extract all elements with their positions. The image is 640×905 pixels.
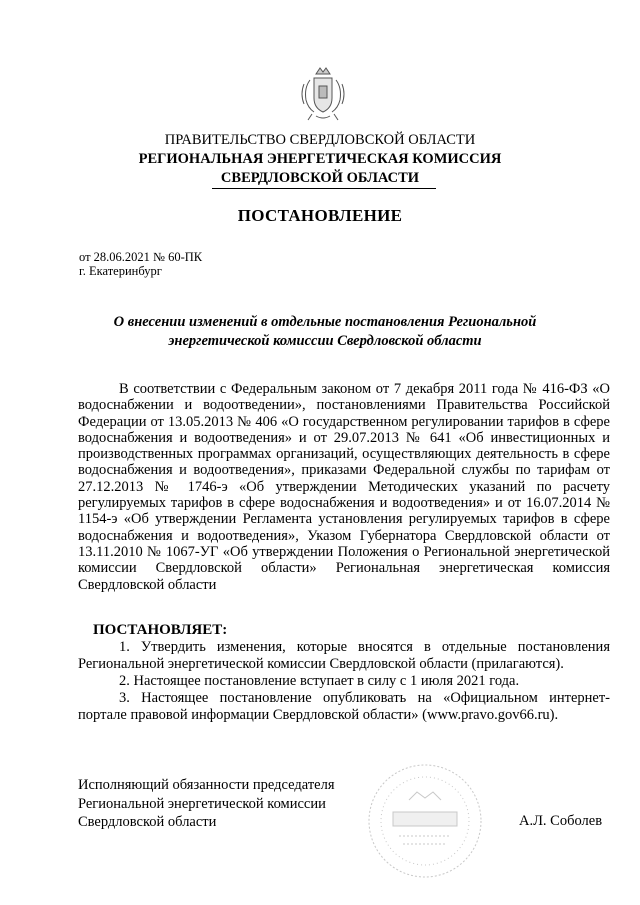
- electronic-signature-stamp: [365, 762, 485, 880]
- header-divider: [212, 188, 436, 189]
- signatory-position-line2: Региональной энергетической комиссии: [78, 795, 326, 812]
- decree-item-2: 2. Настоящее постановление вступает в силу с 1 июля 2021 года.: [119, 673, 520, 689]
- signatory-position-line1: Исполняющий обязанности председателя: [78, 777, 335, 793]
- header-government: ПРАВИТЕЛЬСТВО СВЕРДЛОВСКОЙ ОБЛАСТИ: [164, 132, 476, 148]
- document-type-title: ПОСТАНОВЛЕНИЕ: [237, 206, 403, 225]
- signature-block: [78, 776, 335, 832]
- date-number: от 28.06.2021 № 60-ПК: [79, 250, 203, 264]
- document-subject: О внесении изменений в отдельные постановления Региональной энергетической комиссии Свердловской области: [113, 314, 537, 349]
- decree-item-3: 3. Настоящее постановление опубликовать на «Официальном интернет-портале правовой информации Свердловской области» (www.pravo.gov66.ru).: [78, 690, 610, 723]
- decree-keyword: ПОСТАНОВЛЯЕТ:: [93, 622, 228, 638]
- signatory-position-line3: Свердловской области: [78, 814, 217, 830]
- preamble-paragraph: В соответствии с Федеральным законом от 7 декабря 2011 года № 416-ФЗ «О водоснабжении и водоотведении», постановлениями Правительства Российской Федерации от 13.05.2013 № 406 «О государственном регулировании тарифов в сфере водоснабжения и водоотведения» и от 29.07.2013 № 641 «Об инвестиционных и производственных программах организаций, осуществляющих деятельность в сфере водоснабжения и водоотведения», приказами Федеральной службы по тарифам от 27.12.2013 № 1746-э «Об утверждении Методических указаний по расчету регулируемых тарифов в сфере водоснабжения и водоотведения» и от 16.07.2014 № 1154-э «Об утверждении Регламента установления регулируемых тарифов в сфере водоснабжения и водоотведения», Указом Губернатора Свердловской области от 13.11.2010 № 1067-УГ «Об утверждении Положения о Региональной энергетической комиссии Свердловской области» Региональная энергетическая комиссия Свердловской области: [78, 381, 610, 593]
- coat-of-arms-emblem: [298, 64, 348, 122]
- city: г. Екатеринбург: [79, 264, 162, 278]
- signer-name: А.Л. Соболев: [519, 813, 603, 829]
- decree-item-1: 1. Утвердить изменения, которые вносятся в отдельные постановления Региональной энергетической комиссии Свердловской области (прилагаются).: [78, 639, 610, 672]
- header-region: СВЕРДЛОВСКОЙ ОБЛАСТИ: [220, 170, 420, 186]
- header-commission: РЕГИОНАЛЬНАЯ ЭНЕРГЕТИЧЕСКАЯ КОМИССИЯ: [138, 151, 502, 167]
